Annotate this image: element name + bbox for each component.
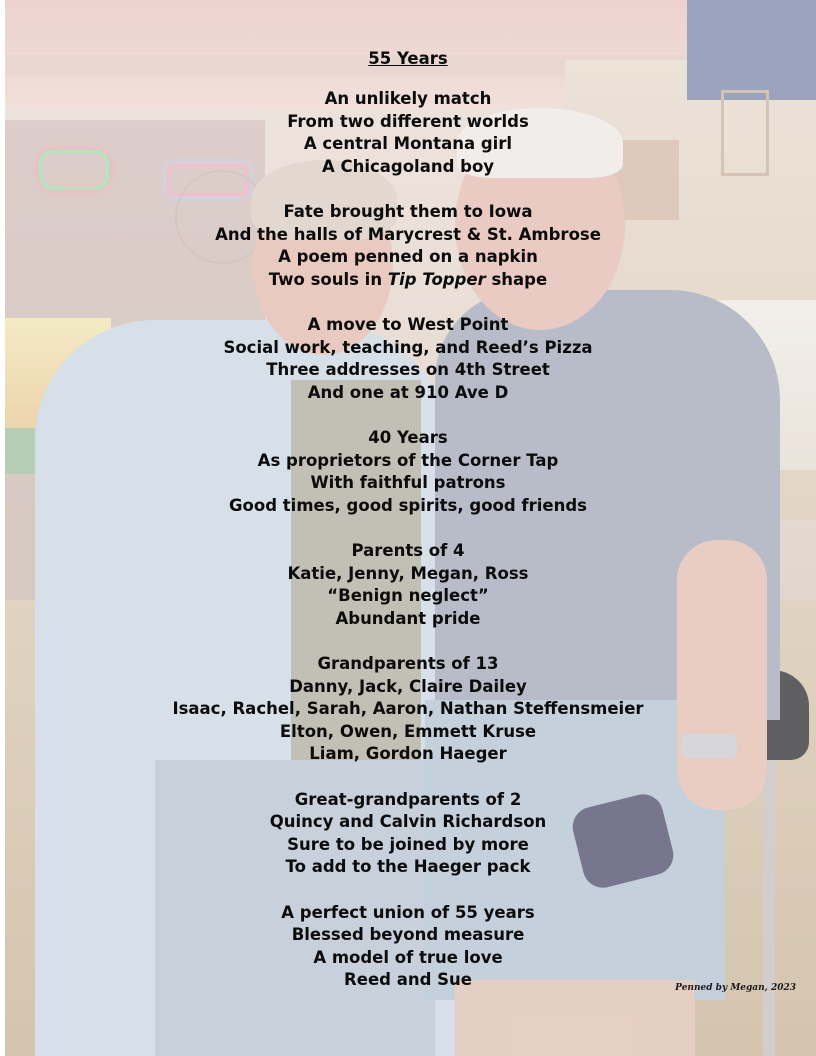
poem-line: Social work, teaching, and Reed’s Pizza (223, 337, 593, 357)
poem-line: To add to the Haeger pack (285, 857, 531, 876)
poem-line: A central Montana girl (303, 134, 513, 153)
tip-topper-emphasis: Tip Topper (387, 269, 486, 289)
poem-line: An unlikely match (324, 89, 492, 108)
author-credit: Penned by Megan, 2023 (675, 983, 796, 993)
poem-line: Blessed beyond measure (291, 925, 525, 944)
stanza-grandparents (0, 653, 816, 766)
poem-line: And the halls of Marycrest & St. Ambrose (215, 224, 601, 244)
poem-line: Isaac, Rachel, Sarah, Aaron, Nathan Steffensmeier (172, 699, 644, 718)
poem-line: With faithful patrons (310, 473, 506, 492)
poem-line: Great-grandparents of 2 (294, 789, 522, 809)
poem-line: A perfect union of 55 years (281, 902, 535, 922)
poem-line-tip-topper (0, 269, 816, 292)
poem-line: A poem penned on a napkin (278, 247, 538, 266)
poem-line: Parents of 4 (351, 541, 465, 560)
stanza-corner-tap (0, 427, 816, 517)
stanza-iowa (0, 201, 816, 291)
poem-line: “Benign neglect” (327, 586, 489, 605)
poem-line: Elton, Owen, Emmett Kruse (279, 721, 537, 741)
poem-line: As proprietors of the Corner Tap (257, 450, 559, 470)
stanza-west-point (0, 314, 816, 404)
stanza-union (0, 902, 816, 992)
poem-line: Abundant pride (335, 608, 481, 628)
poem-line: Katie, Jenny, Megan, Ross (287, 563, 529, 583)
poem-line: A model of true love (313, 947, 503, 967)
poem-line: From two different worlds (287, 111, 529, 131)
poem-line: And one at 910 Ave D (307, 382, 509, 402)
poem-line: Fate brought them to Iowa (283, 202, 533, 221)
poem-title: 55 Years (368, 49, 448, 68)
poem-line: Reed and Sue (344, 970, 472, 989)
poem-line: A move to West Point (307, 315, 509, 334)
poem-line: Grandparents of 13 (317, 654, 499, 673)
poem-line: Good times, good spirits, good friends (229, 495, 587, 515)
stanza-great-grandparents (0, 789, 816, 879)
poem (0, 48, 816, 1015)
poem-line: Three addresses on 4th Street (266, 360, 550, 379)
poem-line: A Chicagoland boy (321, 156, 495, 176)
poem-line: Quincy and Calvin Richardson (269, 812, 547, 831)
stanza-meeting (0, 88, 816, 178)
poem-line: Liam, Gordon Haeger (309, 744, 507, 763)
poem-line: 40 Years (368, 428, 448, 447)
stanza-parents (0, 540, 816, 630)
poem-line: Danny, Jack, Claire Dailey (289, 676, 527, 696)
poem-line: Sure to be joined by more (287, 834, 529, 854)
tip-topper-before: Two souls in (268, 269, 388, 289)
tip-topper-after: shape (485, 269, 548, 289)
